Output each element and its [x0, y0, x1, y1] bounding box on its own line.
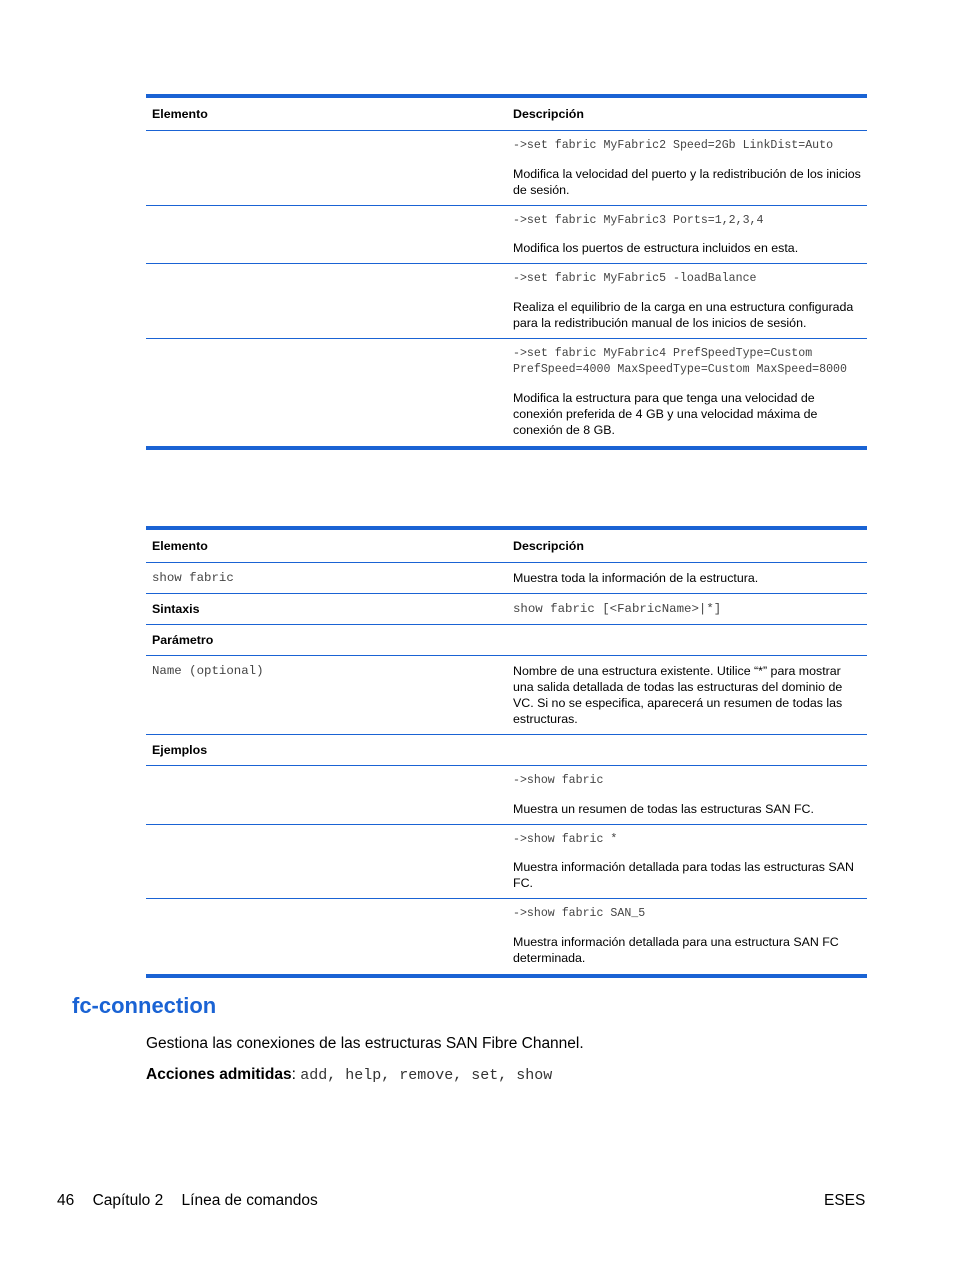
command-example: ->show fabric SAN_5: [513, 907, 646, 920]
actions-label: Acciones admitidas: [146, 1066, 292, 1083]
table-row-command: [146, 563, 867, 594]
example-description: Modifica la estructura para que tenga una velocidad de conexión preferida de 4 GB y una velocidad máxima de conexión de 8 GB.: [513, 390, 818, 437]
show-fabric-table: [146, 526, 867, 978]
empty-cell: [507, 625, 867, 656]
example-description: Muestra información detallada para una estructura SAN FC determinada.: [513, 934, 839, 965]
table-row: [146, 899, 867, 976]
table-row-syntax: [146, 594, 867, 625]
supported-actions: [146, 1066, 552, 1084]
element-cell: [146, 899, 507, 976]
table-row-parameter: [146, 656, 867, 735]
element-cell: [146, 824, 507, 899]
element-cell: [146, 131, 507, 206]
description-cell: [507, 824, 867, 899]
element-cell: [146, 205, 507, 264]
table-header-row: [146, 96, 867, 131]
table-row-parameter-header: [146, 625, 867, 656]
description-cell: [507, 899, 867, 976]
command-example: ->set fabric MyFabric3 Ports=1,2,3,4: [513, 213, 764, 227]
command-name: show fabric: [146, 563, 507, 594]
syntax-value: show fabric [<FabricName>|*]: [507, 594, 867, 625]
example-description: Muestra un resumen de todas las estructuras SAN FC.: [513, 801, 814, 816]
description-cell: [507, 205, 867, 264]
table-row: [146, 264, 867, 339]
page-footer-left: [57, 1192, 332, 1210]
command-description: Muestra toda la información de la estructura.: [507, 563, 867, 594]
command-example: ->set fabric MyFabric2 Speed=2Gb LinkDist=Auto: [513, 139, 834, 152]
command-example: ->show fabric: [513, 774, 604, 787]
chapter-label: Capítulo 2: [92, 1192, 164, 1209]
syntax-label: Sintaxis: [146, 594, 507, 625]
example-description: Modifica los puertos de estructura incluidos en esta.: [513, 241, 799, 255]
description-cell: [507, 264, 867, 339]
empty-cell: [507, 735, 867, 766]
command-example: ->set fabric MyFabric5 -loadBalance: [513, 272, 757, 285]
command-example: ->set fabric MyFabric4 PrefSpeedType=Custom PrefSpeed=4000 MaxSpeedType=Custom MaxSpeed=8000: [513, 346, 847, 376]
element-cell: [146, 264, 507, 339]
command-example: ->show fabric *: [513, 832, 618, 846]
table-row-examples-header: [146, 735, 867, 766]
section-intro: Gestiona las conexiones de las estructuras SAN Fibre Channel.: [146, 1035, 584, 1052]
page-footer-locale: ESES: [824, 1192, 866, 1209]
description-cell: [507, 338, 867, 448]
table-row: [146, 131, 867, 206]
table-row: [146, 766, 867, 825]
actions-separator: :: [291, 1066, 301, 1083]
parameter-description: Nombre de una estructura existente. Utilice “*” para mostrar una salida detallada de todas las estructuras del dominio de VC. Si no se especifica, aparecerá un resumen de todas las estructuras.: [507, 656, 867, 735]
table-row: [146, 338, 867, 448]
element-cell: [146, 338, 507, 448]
set-fabric-examples-table: [146, 94, 867, 450]
page-number: 46: [57, 1192, 75, 1209]
column-header-description: Descripción: [507, 528, 867, 563]
actions-list: add, help, remove, set, show: [300, 1067, 553, 1084]
table-header-row: [146, 528, 867, 563]
table-row: [146, 205, 867, 264]
description-cell: [507, 131, 867, 206]
examples-label: Ejemplos: [146, 735, 507, 766]
column-header-description: Descripción: [507, 96, 867, 131]
chapter-title: Línea de comandos: [181, 1192, 318, 1209]
element-cell: [146, 766, 507, 825]
example-description: Modifica la velocidad del puerto y la redistribución de los inicios de sesión.: [513, 166, 861, 197]
table-row: [146, 824, 867, 899]
column-header-element: Elemento: [146, 528, 507, 563]
column-header-element: Elemento: [146, 96, 507, 131]
parameter-label: Parámetro: [146, 625, 507, 656]
example-description: Realiza el equilibrio de la carga en una estructura configurada para la redistribución manual de los inicios de sesión.: [513, 299, 854, 330]
example-description: Muestra información detallada para todas las estructuras SAN FC.: [513, 860, 854, 890]
section-heading: fc-connection: [72, 993, 217, 1018]
parameter-name: Name (optional): [146, 656, 507, 735]
description-cell: [507, 766, 867, 825]
